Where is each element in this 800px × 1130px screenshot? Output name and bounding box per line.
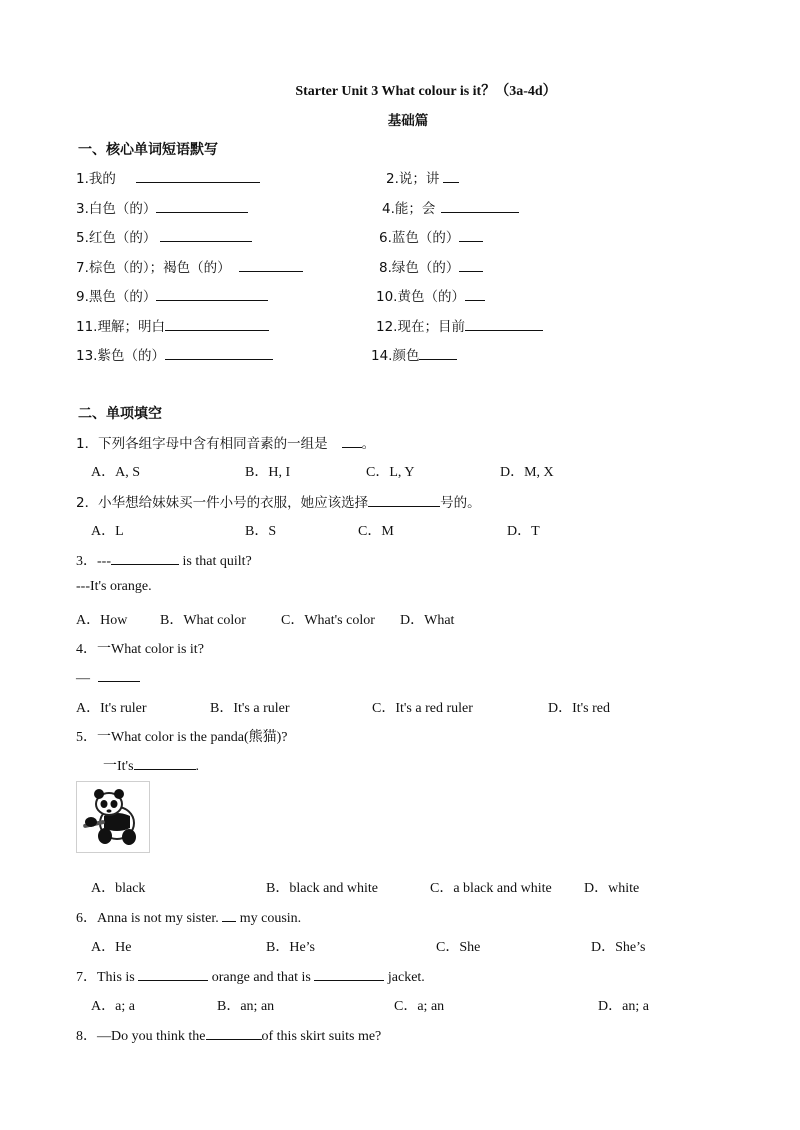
- answer-blank[interactable]: [239, 257, 303, 272]
- vocab-item-11: 11.理解；明白: [76, 315, 269, 335]
- q1-option-c[interactable]: C．L, Y: [366, 465, 415, 480]
- q4-option-d[interactable]: D．It's red: [548, 701, 611, 716]
- q6-option-b[interactable]: B．He’s: [266, 940, 315, 955]
- vocab-item-13: 13.紫色（的）: [76, 344, 273, 364]
- question-3-stem: 3．--- is that quilt?: [76, 550, 252, 570]
- vocab-item-1: 1.我的: [76, 167, 260, 187]
- vocab-item-8: 8.绿色（的）: [379, 256, 483, 276]
- question-6-stem: 6．Anna is not my sister. my cousin.: [76, 907, 301, 927]
- vocab-item-3: 3.白色（的）: [76, 197, 248, 217]
- question-1-stem: 1．下列各组字母中含有相同音素的一组是 。: [76, 432, 375, 452]
- answer-blank[interactable]: [342, 433, 362, 448]
- answer-blank[interactable]: [98, 667, 140, 682]
- vocab-item-9: 9.黑色（的）: [76, 285, 268, 305]
- question-2-stem: 2．小华想给妹妹买一件小号的衣服，她应该选择 号的。: [76, 491, 481, 511]
- q6-option-a[interactable]: A．He: [91, 940, 132, 955]
- q3-option-a[interactable]: A．How: [76, 613, 128, 628]
- q3-option-c[interactable]: C．What's color: [281, 613, 375, 628]
- answer-blank[interactable]: [465, 316, 543, 331]
- vocab-item-7: 7.棕色（的）；褐色（的）: [76, 256, 303, 276]
- question-5-reply: 一It's .: [103, 755, 199, 775]
- answer-blank[interactable]: [368, 492, 440, 507]
- q7-option-b[interactable]: B．an; an: [217, 999, 275, 1014]
- q1-option-a[interactable]: A．A, S: [91, 465, 141, 480]
- q2-option-c[interactable]: C．M: [358, 524, 394, 539]
- q2-option-d[interactable]: D．T: [507, 524, 540, 539]
- answer-blank[interactable]: [136, 168, 260, 183]
- q7-option-a[interactable]: A．a; a: [91, 999, 135, 1014]
- answer-blank[interactable]: [459, 227, 483, 242]
- vocab-item-4: 4.能；会: [382, 197, 519, 217]
- question-4-reply: —: [76, 667, 140, 687]
- worksheet-subtitle: 基础篇: [387, 113, 429, 129]
- answer-blank[interactable]: [443, 168, 459, 183]
- q4-option-b[interactable]: B．It's a ruler: [210, 701, 290, 716]
- answer-blank[interactable]: [314, 966, 384, 981]
- q1-option-b[interactable]: B．H, I: [245, 465, 291, 480]
- answer-blank[interactable]: [134, 755, 196, 770]
- vocab-item-5: 5.红色（的）: [76, 226, 252, 246]
- answer-blank[interactable]: [165, 316, 269, 331]
- question-8-stem: 8．—Do you think the of this skirt suits me?: [76, 1025, 381, 1045]
- q5-option-b[interactable]: B．black and white: [266, 881, 378, 896]
- answer-blank[interactable]: [206, 1025, 262, 1040]
- answer-blank[interactable]: [111, 550, 179, 565]
- vocab-item-14: 14.颜色: [371, 344, 457, 364]
- worksheet-title: Starter Unit 3 What colour is it？（3a-4d）: [295, 84, 557, 99]
- q5-option-c[interactable]: C．a black and white: [430, 881, 552, 896]
- q4-option-c[interactable]: C．It's a red ruler: [372, 701, 473, 716]
- q6-option-d[interactable]: D．She’s: [591, 940, 646, 955]
- answer-blank[interactable]: [441, 198, 519, 213]
- q5-option-d[interactable]: D．white: [584, 881, 640, 896]
- question-7-stem: 7．This is orange and that is jacket.: [76, 966, 425, 986]
- answer-blank[interactable]: [465, 286, 485, 301]
- answer-blank[interactable]: [459, 257, 483, 272]
- section-1-heading: 一、核心单词短语默写: [78, 142, 218, 158]
- q7-option-c[interactable]: C．a; an: [394, 999, 445, 1014]
- answer-blank[interactable]: [160, 227, 252, 242]
- question-4-stem: 4．一What color is it?: [76, 642, 204, 657]
- answer-blank[interactable]: [156, 286, 268, 301]
- question-3-reply: ---It's orange.: [76, 579, 152, 594]
- q3-option-d[interactable]: D．What: [400, 613, 455, 628]
- q2-option-b[interactable]: B．S: [245, 524, 277, 539]
- answer-blank[interactable]: [419, 345, 457, 360]
- q3-option-b[interactable]: B．What color: [160, 613, 246, 628]
- answer-blank[interactable]: [156, 198, 248, 213]
- answer-blank[interactable]: [165, 345, 273, 360]
- section-2-heading: 二、单项填空: [78, 406, 162, 422]
- answer-blank[interactable]: [138, 966, 208, 981]
- vocab-item-2: 2.说；讲: [386, 167, 459, 187]
- answer-blank[interactable]: [222, 907, 236, 922]
- q2-option-a[interactable]: A．L: [91, 524, 124, 539]
- panda-image: [76, 781, 150, 853]
- question-5-stem: 5．一What color is the panda(熊猫)?: [76, 730, 288, 745]
- vocab-item-10: 10.黄色（的）: [376, 285, 485, 305]
- q5-option-a[interactable]: A．black: [91, 881, 146, 896]
- vocab-item-6: 6.蓝色（的）: [379, 226, 483, 246]
- q1-option-d[interactable]: D．M, X: [500, 465, 554, 480]
- vocab-item-12: 12.现在；目前: [376, 315, 543, 335]
- q6-option-c[interactable]: C．She: [436, 940, 481, 955]
- q4-option-a[interactable]: A．It's ruler: [76, 701, 147, 716]
- q7-option-d[interactable]: D．an; a: [598, 999, 649, 1014]
